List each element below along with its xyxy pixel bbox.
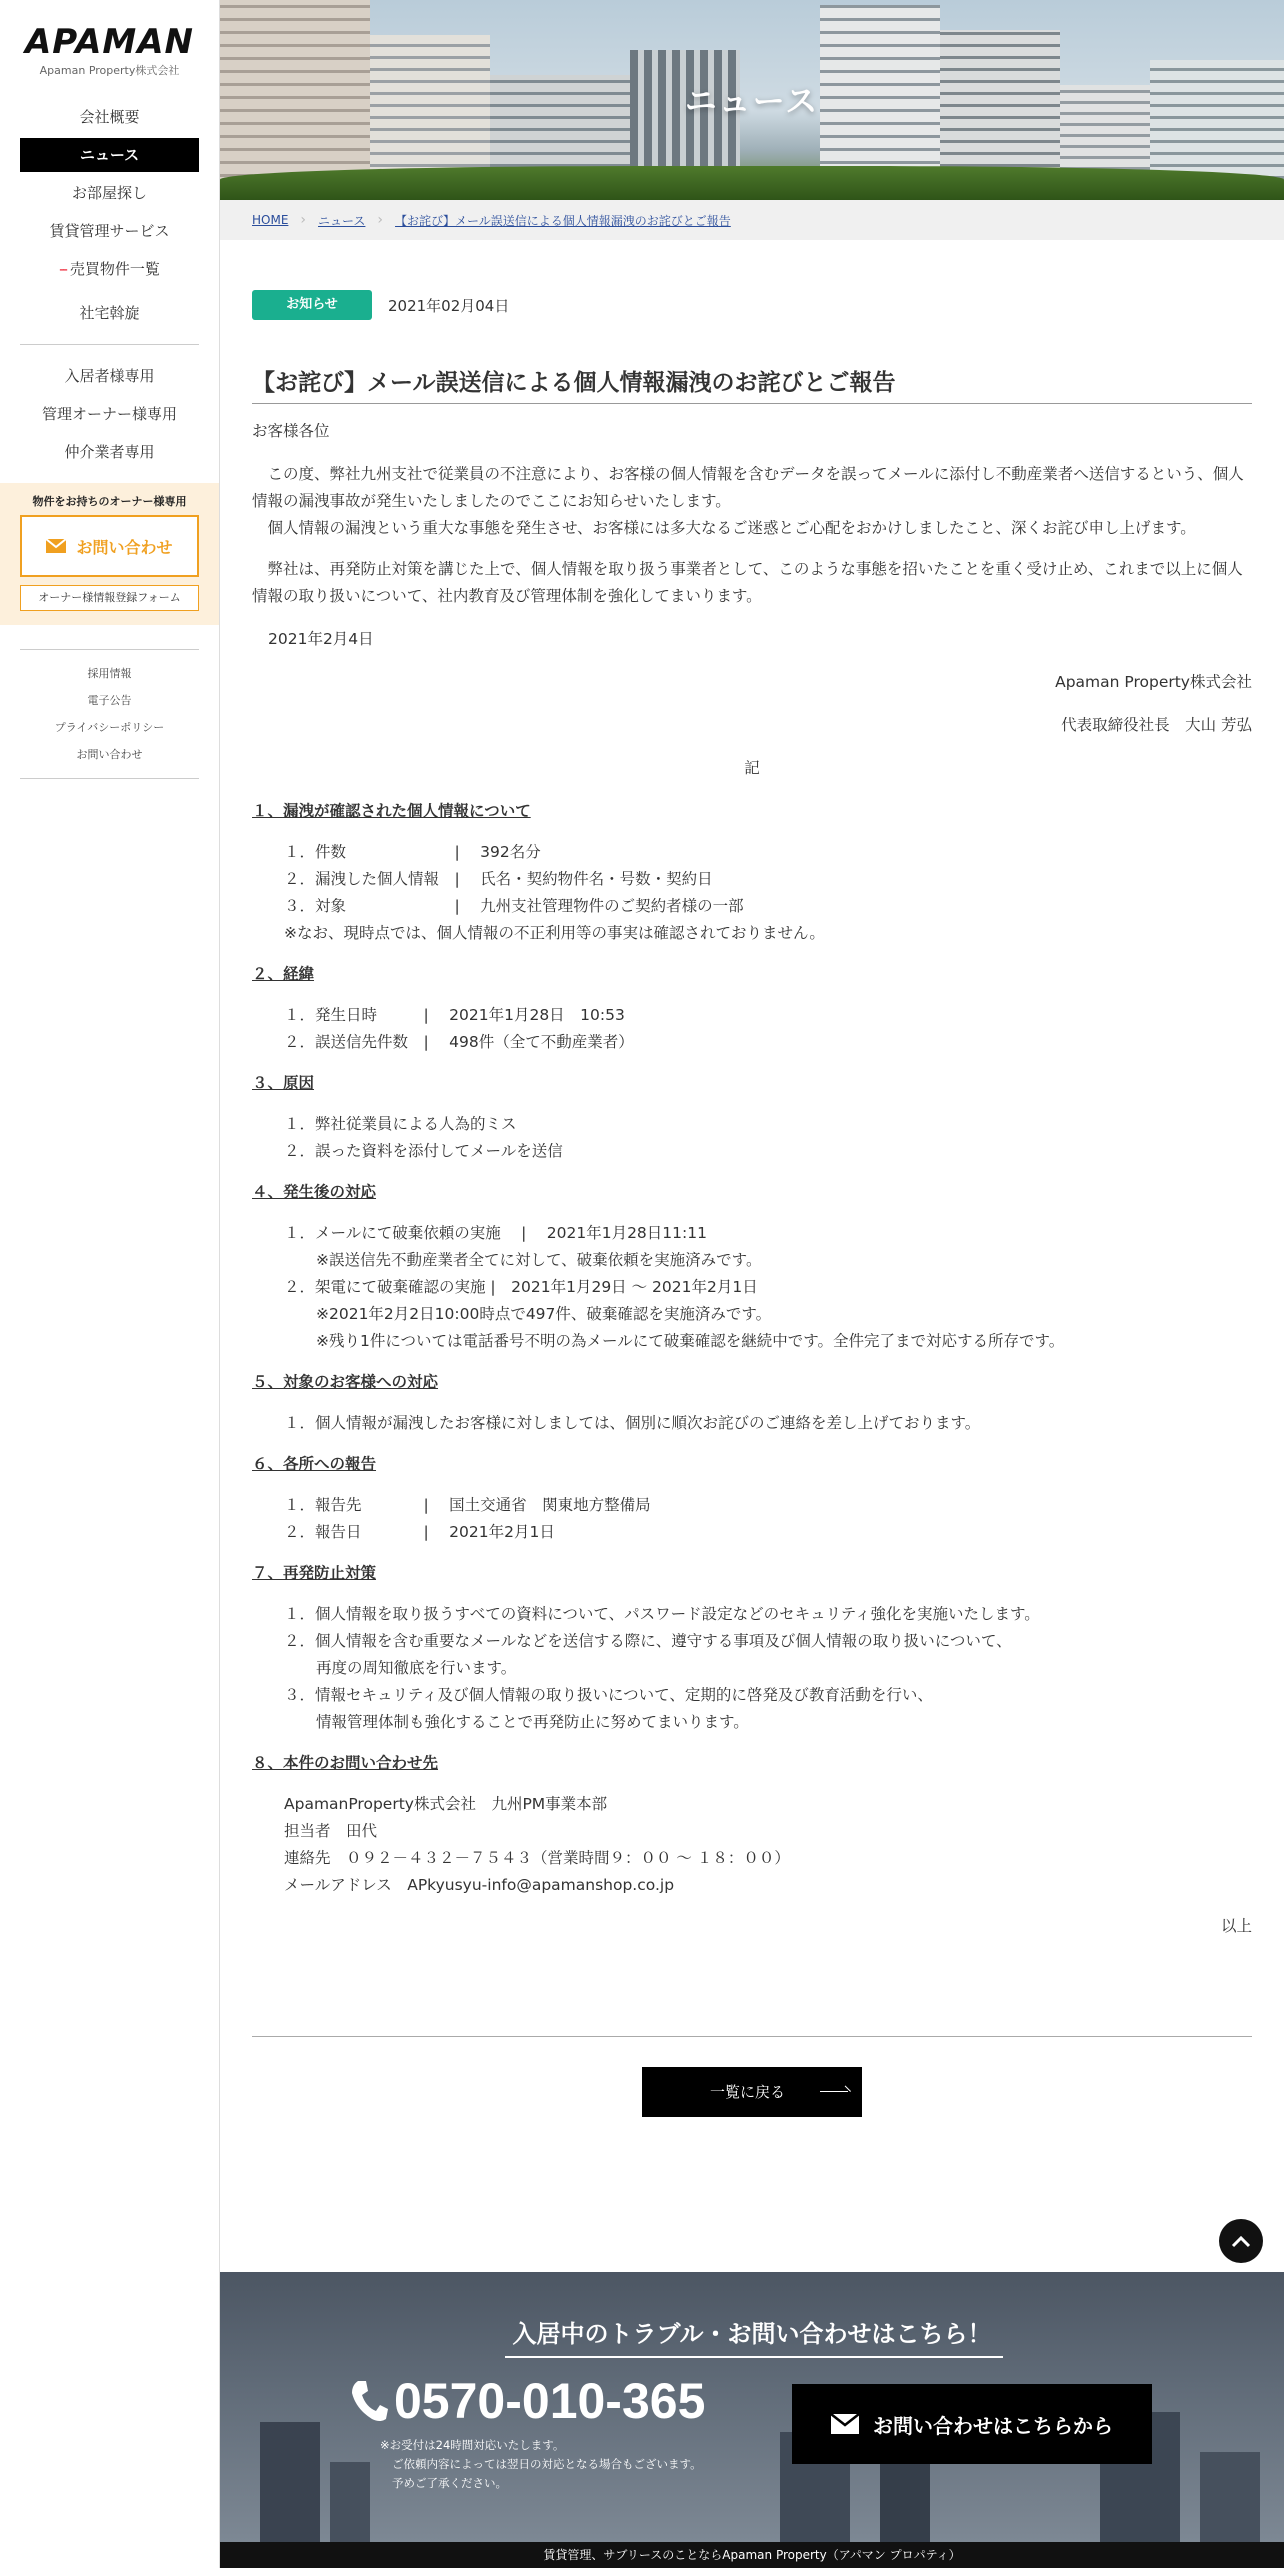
section-title: ７、再発防止対策 xyxy=(252,1564,377,1582)
sign-date: 2021年2月4日 xyxy=(268,630,374,648)
section-list xyxy=(252,1492,1252,1546)
owner-form-button[interactable]: オーナー様情報登録フォーム xyxy=(20,585,199,611)
footer-contact-label: お問い合わせはこちらから xyxy=(873,2413,1113,2438)
paragraph: 個人情報の漏洩という重大な事態を発生させ、お客様には多大なるご迷惑とご心配をおかけしましたこと、深くお詫び申し上げます。 xyxy=(252,519,1196,537)
section-title: １、漏洩が確認された個人情報について xyxy=(252,802,531,820)
section-list xyxy=(252,1220,1252,1355)
section-list xyxy=(252,839,1252,947)
back-to-list-button[interactable] xyxy=(642,2067,862,2117)
breadcrumb-separator-icon: › xyxy=(300,212,307,228)
footer-title: 入居中のトラブル・お問い合わせはこちら！ xyxy=(512,2320,992,2348)
section-title: ８、本件のお問い合わせ先 xyxy=(252,1754,439,1772)
nav-item-company[interactable]: 会社概要 xyxy=(79,108,140,126)
main-nav xyxy=(0,100,219,330)
contact-company: ApamanProperty株式会社 九州PM事業本部 xyxy=(284,1795,608,1813)
footer-note xyxy=(380,2436,702,2493)
list-item: １．メールにて破棄依頼の実施 | 2021年1月28日11:11 xyxy=(284,1224,707,1242)
hero-banner xyxy=(220,0,1284,200)
ki-mark: 記 xyxy=(744,759,760,777)
sub-link-contact[interactable]: お問い合わせ xyxy=(76,748,143,761)
list-item-cont: 情報管理体制も強化することで再発防止に努めてまいります。 xyxy=(316,1713,749,1731)
footer-contact-button[interactable] xyxy=(792,2384,1152,2464)
list-item: ２．漏洩した個人情報 | 氏名・契約物件名・号数・契約日 xyxy=(284,870,713,888)
footer-phone[interactable] xyxy=(350,2372,705,2430)
copyright: 賃貸管理、サブリースのことならApaman Property（アパマン プロパティ） xyxy=(220,2542,1284,2568)
article-title: 【お詫び】メール誤送信による個人情報漏洩のお詫びとご報告 xyxy=(252,364,1252,404)
nav-item-rental-management[interactable]: 賃貸管理サービス xyxy=(49,222,170,240)
sub-link-public-notice[interactable]: 電子公告 xyxy=(87,694,132,707)
contact-phone: 連絡先 ０９２－４３２－７５４３（営業時間９：００ ～ １８：００） xyxy=(284,1849,790,1867)
list-item: １．報告先 | 国土交通省 関東地方整備局 xyxy=(284,1496,651,1514)
sub-link-privacy[interactable]: プライバシーポリシー xyxy=(54,721,165,734)
closing: 以上 xyxy=(1220,1917,1252,1935)
article xyxy=(220,240,1284,2117)
owner-title: 物件をお持ちのオーナー様専用 xyxy=(32,495,187,508)
member-nav xyxy=(0,359,219,469)
footer-contact-banner xyxy=(220,2272,1284,2542)
logo-text: APAMAN xyxy=(24,22,195,62)
owner-contact-button[interactable] xyxy=(20,515,199,577)
company-name: Apaman Property株式会社 xyxy=(1055,673,1252,691)
logo-subtitle: Apaman Property株式会社 xyxy=(39,64,180,77)
list-item: ２．誤送信先件数 | 498件（全て不動産業者） xyxy=(284,1033,634,1051)
section-list xyxy=(252,1002,1252,1056)
breadcrumb-home[interactable]: HOME xyxy=(252,213,289,227)
main-content xyxy=(220,0,1284,2568)
footer-title-underline xyxy=(505,2356,1003,2358)
section-title: ５、対象のお客様への対応 xyxy=(252,1373,439,1391)
section-title: ２、経緯 xyxy=(252,965,315,983)
list-item: １．件数 | 392名分 xyxy=(284,843,541,861)
footer-note-line: ※お受付は24時間対応いたします。 xyxy=(380,2438,565,2452)
footer-phone-number: 0570-010-365 xyxy=(394,2373,706,2429)
article-date: 2021年02月04日 xyxy=(388,296,510,315)
sub-link-recruit[interactable]: 採用情報 xyxy=(87,667,132,680)
nav-item-news[interactable]: ニュース xyxy=(20,138,199,172)
section-list xyxy=(252,1601,1252,1736)
paragraph: 弊社は、再発防止対策を講じた上で、個人情報を取り扱う事業者として、このような事態を招いたことを重く受け止め、これまで以上に個人情報の取り扱いについて、社内教育及び管理体制を強化してまいります。 xyxy=(252,560,1243,605)
section-title: ６、各所への報告 xyxy=(252,1455,377,1473)
footer-note-line: 予めご了承ください。 xyxy=(392,2476,507,2490)
section-title: ３、原因 xyxy=(252,1074,315,1092)
article-meta xyxy=(252,290,1252,320)
divider xyxy=(252,2036,1252,2037)
list-item: ２．報告日 | 2021年2月1日 xyxy=(284,1523,555,1541)
nav-divider xyxy=(20,344,199,345)
scroll-to-top-button[interactable] xyxy=(1219,2219,1263,2263)
list-item: ２．架電にて破棄確認の実施 | 2021年1月29日 ～ 2021年2月1日 xyxy=(284,1278,758,1296)
envelope-icon xyxy=(46,539,66,553)
list-note: ※2021年2月2日10:00時点で497件、破棄確認を実施済みです。 xyxy=(316,1305,772,1323)
logo[interactable] xyxy=(0,0,219,78)
nav-item-company-housing[interactable]: 社宅斡旋 xyxy=(79,304,140,322)
category-badge: お知らせ xyxy=(252,290,372,320)
envelope-icon xyxy=(831,2414,859,2434)
owner-contact-label: お問い合わせ xyxy=(76,537,173,557)
list-note: ※残り1件については電話番号不明の為メールにて破棄確認を継続中です。全件完了まで対応する所存です。 xyxy=(316,1332,1065,1350)
breadcrumb-current[interactable]: 【お詫び】メール誤送信による個人情報漏洩のお詫びとご報告 xyxy=(395,213,731,228)
contact-email[interactable]: メールアドレス APkyusyu-info@apamanshop.co.jp xyxy=(284,1876,675,1894)
nav-item-sale-list[interactable] xyxy=(20,252,199,286)
nav-item-sale-list-label: 売買物件一覧 xyxy=(69,260,160,278)
list-item-cont: 再度の周知徹底を行います。 xyxy=(316,1659,517,1677)
salutation: お客様各位 xyxy=(252,422,330,440)
list-item: １．弊社従業員による人為的ミス xyxy=(284,1115,517,1133)
contact-info xyxy=(252,1791,1252,1899)
nav-item-agents[interactable]: 仲介業者専用 xyxy=(64,443,155,461)
nav-item-owners[interactable]: 管理オーナー様専用 xyxy=(41,405,177,423)
sidebar xyxy=(0,0,220,2568)
list-item: ※なお、現時点では、個人情報の不正利用等の事実は確認されておりません。 xyxy=(284,924,825,942)
chevron-up-icon xyxy=(1231,2234,1251,2248)
arrow-right-icon xyxy=(820,2091,848,2092)
breadcrumb xyxy=(220,200,1284,240)
list-item: １．個人情報が漏洩したお客様に対しましては、個別に順次お詫びのご連絡を差し上げております。 xyxy=(284,1414,981,1432)
page-title: ニュース xyxy=(684,82,820,120)
footer-note-line: ご依頼内容によっては翌日の対応となる場合もございます。 xyxy=(392,2457,702,2471)
breadcrumb-news[interactable]: ニュース xyxy=(318,213,366,228)
sub-links xyxy=(20,649,199,779)
breadcrumb-separator-icon: › xyxy=(377,212,384,228)
list-item: ２．個人情報を含む重要なメールなどを送信する際に、遵守する事項及び個人情報の取り扱いについて、 xyxy=(284,1632,1012,1650)
list-item: ３．対象 | 九州支社管理物件のご契約者様の一部 xyxy=(284,897,744,915)
back-to-list-label: 一覧に戻る xyxy=(710,2083,786,2101)
paragraph: この度、弊社九州支社で従業員の不注意により、お客様の個人情報を含むデータを誤ってメールに添付し不動産業者へ送信するという、個人情報の漏洩事故が発生いたしましたのでここにお知らせいたします。 xyxy=(252,465,1244,510)
nav-item-residents[interactable]: 入居者様専用 xyxy=(64,367,155,385)
section-list xyxy=(252,1111,1252,1165)
list-item: １．個人情報を取り扱うすべての資料について、パスワード設定などのセキュリティ強化を実施いたします。 xyxy=(284,1605,1040,1623)
phone-icon xyxy=(350,2379,388,2423)
dash-icon: -- xyxy=(59,260,66,278)
ceo-name: 代表取締役社長 大山 芳弘 xyxy=(1061,716,1252,734)
list-item: ３．情報セキュリティ及び個人情報の取り扱いについて、定期的に啓発及び教育活動を行い、 xyxy=(284,1686,933,1704)
list-note: ※誤送信先不動産業者全てに対して、破棄依頼を実施済みです。 xyxy=(316,1251,762,1269)
contact-person: 担当者 田代 xyxy=(284,1822,378,1840)
nav-item-room-search[interactable]: お部屋探し xyxy=(71,184,147,202)
section-title: ４、発生後の対応 xyxy=(252,1183,377,1201)
list-item: １．発生日時 | 2021年1月28日 10:53 xyxy=(284,1006,625,1024)
list-item: ２．誤った資料を添付してメールを送信 xyxy=(284,1142,563,1160)
owner-box xyxy=(0,483,219,625)
